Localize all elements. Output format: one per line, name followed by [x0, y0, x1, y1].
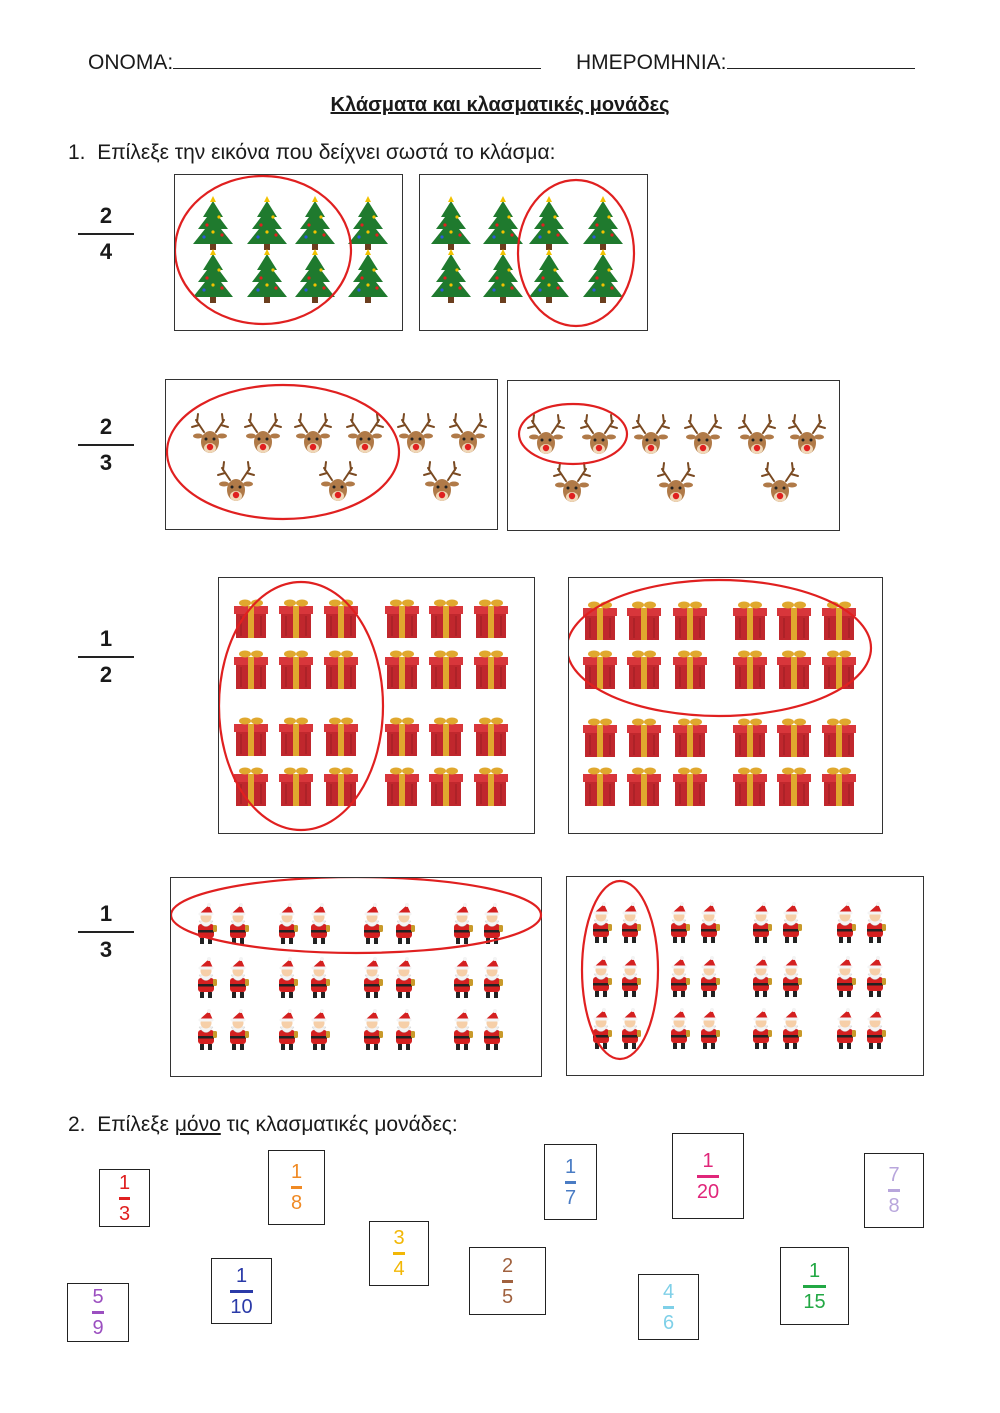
card-fraction — [393, 1227, 404, 1280]
santa-icon — [753, 1008, 772, 1049]
option-trees-a[interactable] — [174, 174, 403, 331]
reindeer-icon — [633, 415, 669, 454]
santa-icon — [783, 1008, 802, 1049]
gift-box-icon — [822, 768, 856, 807]
gift-box-icon — [474, 651, 508, 690]
santa-icon — [867, 902, 886, 943]
christmas-tree-icon — [483, 196, 523, 250]
fraction-numerator: 2 — [99, 414, 113, 439]
christmas-tree-icon — [247, 196, 287, 250]
fraction-bar — [78, 233, 134, 235]
option-gifts-a[interactable] — [218, 577, 535, 834]
gift-box-icon — [429, 768, 463, 807]
santa-icon — [671, 956, 690, 997]
santa-icon — [622, 1008, 641, 1049]
card-fraction — [92, 1286, 103, 1339]
card-numerator: 1 — [564, 1155, 577, 1178]
christmas-tree-icon — [431, 196, 471, 250]
gift-box-icon — [777, 651, 811, 690]
gift-box-icon — [474, 600, 508, 639]
reindeer-icon — [245, 414, 281, 453]
card-numerator: 1 — [235, 1264, 248, 1287]
gift-box-icon — [627, 719, 661, 758]
gift-box-icon — [822, 651, 856, 690]
name-label: ΟΝΟΜΑ: — [88, 51, 174, 74]
option-reindeer-b[interactable] — [507, 380, 840, 531]
name-blank[interactable] — [173, 50, 541, 69]
card-denominator: 3 — [118, 1202, 131, 1225]
card-denominator: 6 — [662, 1311, 675, 1334]
fraction-numerator: 1 — [99, 901, 113, 926]
santa-icon — [454, 903, 473, 944]
santa-icon — [198, 957, 217, 998]
reindeer-icon — [424, 462, 460, 501]
card-denominator: 9 — [92, 1317, 104, 1339]
card-fraction — [502, 1255, 513, 1308]
reindeer-icon — [398, 414, 434, 453]
gift-box-icon — [822, 719, 856, 758]
reindeer-picture-a — [166, 380, 499, 531]
card-numerator: 1 — [808, 1259, 821, 1282]
gift-box-icon — [279, 600, 313, 639]
card-numerator: 5 — [92, 1286, 104, 1308]
santa-icon — [396, 903, 415, 944]
gift-box-icon — [733, 602, 767, 641]
card-fraction-bar — [888, 1189, 899, 1192]
gift-box-icon — [324, 600, 358, 639]
santa-icon — [454, 957, 473, 998]
santa-icon — [311, 1009, 330, 1050]
santa-icon — [867, 1008, 886, 1049]
santa-icon — [279, 903, 298, 944]
santa-icon — [230, 1009, 249, 1050]
reindeer-icon — [320, 462, 356, 501]
card-numerator: 3 — [393, 1227, 405, 1249]
card-denominator: 8 — [888, 1195, 900, 1217]
selection-circle — [519, 404, 627, 464]
card-fraction-bar — [697, 1175, 719, 1178]
santa-icon — [484, 1009, 503, 1050]
santa-icon — [671, 1008, 690, 1049]
card-numerator: 1 — [290, 1161, 303, 1183]
fraction-card[interactable] — [268, 1150, 325, 1225]
gift-box-icon — [583, 768, 617, 807]
gift-box-icon — [777, 602, 811, 641]
gift-box-icon — [777, 768, 811, 807]
christmas-tree-icon — [193, 196, 233, 250]
question-1-number: 1. — [68, 141, 86, 164]
selection-circle — [171, 878, 541, 953]
santa-icon — [783, 902, 802, 943]
date-label: ΗΜΕΡΟΜΗΝΙΑ: — [576, 51, 727, 74]
santa-icon — [783, 956, 802, 997]
gift-box-icon — [583, 602, 617, 641]
gift-box-icon — [733, 719, 767, 758]
santas-picture-a — [171, 878, 543, 1078]
card-fraction-bar — [92, 1311, 103, 1314]
gift-box-icon — [673, 768, 707, 807]
gift-box-icon — [324, 651, 358, 690]
gift-box-icon — [234, 651, 268, 690]
card-denominator: 20 — [696, 1180, 720, 1203]
card-numerator: 2 — [501, 1254, 514, 1277]
question-2-emphasis: μόνο — [174, 1113, 221, 1136]
card-fraction — [697, 1150, 719, 1203]
gift-box-icon — [385, 600, 419, 639]
question-1 — [68, 141, 556, 165]
date-blank[interactable] — [727, 50, 915, 69]
christmas-tree-icon — [295, 249, 335, 303]
card-fraction — [803, 1260, 825, 1313]
gift-box-icon — [385, 651, 419, 690]
card-fraction-bar — [291, 1186, 302, 1189]
santa-icon — [364, 903, 383, 944]
option-santas-a[interactable] — [170, 877, 542, 1077]
fraction-card[interactable] — [864, 1153, 924, 1228]
trees-picture-b — [420, 175, 649, 332]
date-line — [576, 50, 915, 75]
fraction-bar — [78, 931, 134, 933]
card-denominator: 8 — [290, 1192, 303, 1214]
fraction-denominator: 3 — [99, 937, 113, 962]
gift-box-icon — [733, 651, 767, 690]
santa-icon — [622, 902, 641, 943]
fraction-denominator: 4 — [99, 239, 113, 264]
santa-icon — [593, 956, 612, 997]
gift-box-icon — [733, 768, 767, 807]
option-reindeer-a[interactable] — [165, 379, 498, 530]
reindeer-icon — [739, 415, 775, 454]
santa-icon — [230, 957, 249, 998]
gift-box-icon — [324, 768, 358, 807]
reindeer-icon — [789, 415, 825, 454]
fraction-card[interactable] — [672, 1133, 744, 1219]
christmas-tree-icon — [348, 196, 388, 250]
card-fraction — [565, 1156, 576, 1209]
santa-icon — [279, 957, 298, 998]
reindeer-icon — [581, 415, 617, 454]
fraction-card[interactable] — [638, 1274, 699, 1340]
christmas-tree-icon — [193, 249, 233, 303]
santa-icon — [396, 957, 415, 998]
santa-icon — [593, 902, 612, 943]
santa-icon — [279, 1009, 298, 1050]
fraction-card[interactable] — [544, 1144, 597, 1220]
card-fraction — [119, 1172, 130, 1225]
fraction-card[interactable] — [99, 1169, 150, 1227]
card-numerator: 7 — [888, 1164, 900, 1186]
reindeer-icon — [658, 463, 694, 502]
fraction-row-1 — [78, 203, 134, 265]
fraction-numerator: 2 — [99, 203, 113, 228]
fraction-row-2 — [78, 414, 134, 476]
gift-box-icon — [474, 718, 508, 757]
gift-box-icon — [429, 718, 463, 757]
card-denominator: 15 — [803, 1290, 826, 1313]
card-fraction-bar — [230, 1290, 252, 1293]
selection-circle — [518, 180, 634, 326]
reindeer-icon — [192, 414, 228, 453]
reindeer-icon — [528, 415, 564, 454]
card-fraction-bar — [502, 1280, 513, 1283]
santa-icon — [867, 956, 886, 997]
card-denominator: 5 — [501, 1285, 514, 1308]
card-fraction-bar — [393, 1252, 404, 1255]
santa-icon — [701, 956, 720, 997]
santa-icon — [622, 956, 641, 997]
christmas-tree-icon — [529, 196, 569, 250]
trees-picture-a — [175, 175, 404, 332]
gift-box-icon — [583, 719, 617, 758]
santa-icon — [396, 1009, 415, 1050]
reindeer-icon — [554, 463, 590, 502]
card-fraction — [291, 1161, 302, 1214]
card-numerator: 4 — [662, 1280, 675, 1303]
gifts-picture-b — [569, 578, 884, 835]
santa-icon — [198, 1009, 217, 1050]
reindeer-icon — [347, 414, 383, 453]
option-trees-b[interactable] — [419, 174, 648, 331]
card-denominator: 10 — [230, 1295, 253, 1318]
santa-icon — [364, 1009, 383, 1050]
card-denominator: 4 — [393, 1258, 405, 1280]
reindeer-icon — [295, 414, 331, 453]
santa-icon — [701, 902, 720, 943]
selection-circle — [582, 881, 658, 1059]
gift-box-icon — [474, 768, 508, 807]
christmas-tree-icon — [583, 249, 623, 303]
question-2-text-before: Επίλεξε — [97, 1113, 175, 1136]
selection-circle — [175, 176, 351, 324]
christmas-tree-icon — [529, 249, 569, 303]
santa-icon — [837, 956, 856, 997]
fraction-card[interactable] — [67, 1283, 129, 1342]
fraction-row-4 — [78, 901, 134, 963]
question-2-text-after: τις κλασματικές μονάδες: — [220, 1113, 458, 1136]
selection-circle — [569, 580, 871, 716]
reindeer-icon — [762, 463, 798, 502]
name-line — [88, 50, 541, 75]
santa-icon — [593, 1008, 612, 1049]
option-gifts-b[interactable] — [568, 577, 883, 834]
christmas-tree-icon — [247, 249, 287, 303]
fraction-denominator: 3 — [99, 450, 113, 475]
option-santas-b[interactable] — [566, 876, 924, 1076]
santa-icon — [311, 903, 330, 944]
gift-box-icon — [279, 718, 313, 757]
gifts-picture-a — [219, 578, 536, 835]
gift-box-icon — [673, 602, 707, 641]
fraction-card[interactable] — [780, 1247, 849, 1325]
card-fraction — [888, 1164, 899, 1217]
reindeer-icon — [685, 415, 721, 454]
fraction-numerator: 1 — [99, 626, 113, 651]
reindeer-icon — [450, 414, 486, 453]
question-2 — [68, 1113, 458, 1137]
gift-box-icon — [627, 651, 661, 690]
question-1-text: Επίλεξε την εικόνα που δείχνει σωστά το κλάσμα: — [97, 141, 556, 164]
card-numerator: 1 — [118, 1171, 131, 1194]
fraction-card[interactable] — [211, 1258, 272, 1324]
santa-icon — [701, 1008, 720, 1049]
question-2-number: 2. — [68, 1113, 86, 1136]
christmas-tree-icon — [348, 249, 388, 303]
fraction-bar — [78, 656, 134, 658]
santa-icon — [837, 902, 856, 943]
gift-box-icon — [385, 768, 419, 807]
gift-box-icon — [234, 718, 268, 757]
gift-box-icon — [627, 768, 661, 807]
gift-box-icon — [279, 768, 313, 807]
card-fraction-bar — [565, 1181, 576, 1184]
fraction-card[interactable] — [469, 1247, 546, 1315]
fraction-denominator: 2 — [99, 662, 113, 687]
fraction-row-3 — [78, 626, 134, 688]
santa-icon — [311, 957, 330, 998]
card-fraction — [663, 1281, 674, 1334]
santa-icon — [837, 1008, 856, 1049]
santa-icon — [753, 956, 772, 997]
santa-icon — [454, 1009, 473, 1050]
santas-picture-b — [567, 877, 925, 1077]
reindeer-picture-b — [508, 381, 841, 532]
santa-icon — [484, 957, 503, 998]
gift-box-icon — [279, 651, 313, 690]
christmas-tree-icon — [583, 196, 623, 250]
card-fraction-bar — [119, 1197, 130, 1200]
santa-icon — [364, 957, 383, 998]
card-fraction-bar — [663, 1306, 674, 1309]
gift-box-icon — [324, 718, 358, 757]
fraction-bar — [78, 444, 134, 446]
card-numerator: 1 — [702, 1149, 714, 1172]
gift-box-icon — [627, 602, 661, 641]
santa-icon — [230, 903, 249, 944]
card-fraction — [230, 1265, 252, 1318]
gift-box-icon — [777, 719, 811, 758]
santa-icon — [753, 902, 772, 943]
christmas-tree-icon — [431, 249, 471, 303]
reindeer-icon — [218, 462, 254, 501]
gift-box-icon — [429, 600, 463, 639]
gift-box-icon — [673, 719, 707, 758]
santa-icon — [671, 902, 690, 943]
christmas-tree-icon — [295, 196, 335, 250]
fraction-card[interactable] — [369, 1221, 429, 1286]
card-denominator: 7 — [564, 1186, 577, 1209]
card-fraction-bar — [803, 1285, 825, 1288]
gift-box-icon — [429, 651, 463, 690]
gift-box-icon — [673, 651, 707, 690]
gift-box-icon — [234, 600, 268, 639]
gift-box-icon — [385, 718, 419, 757]
page-title: Κλάσματα και κλασματικές μονάδες — [330, 94, 670, 116]
